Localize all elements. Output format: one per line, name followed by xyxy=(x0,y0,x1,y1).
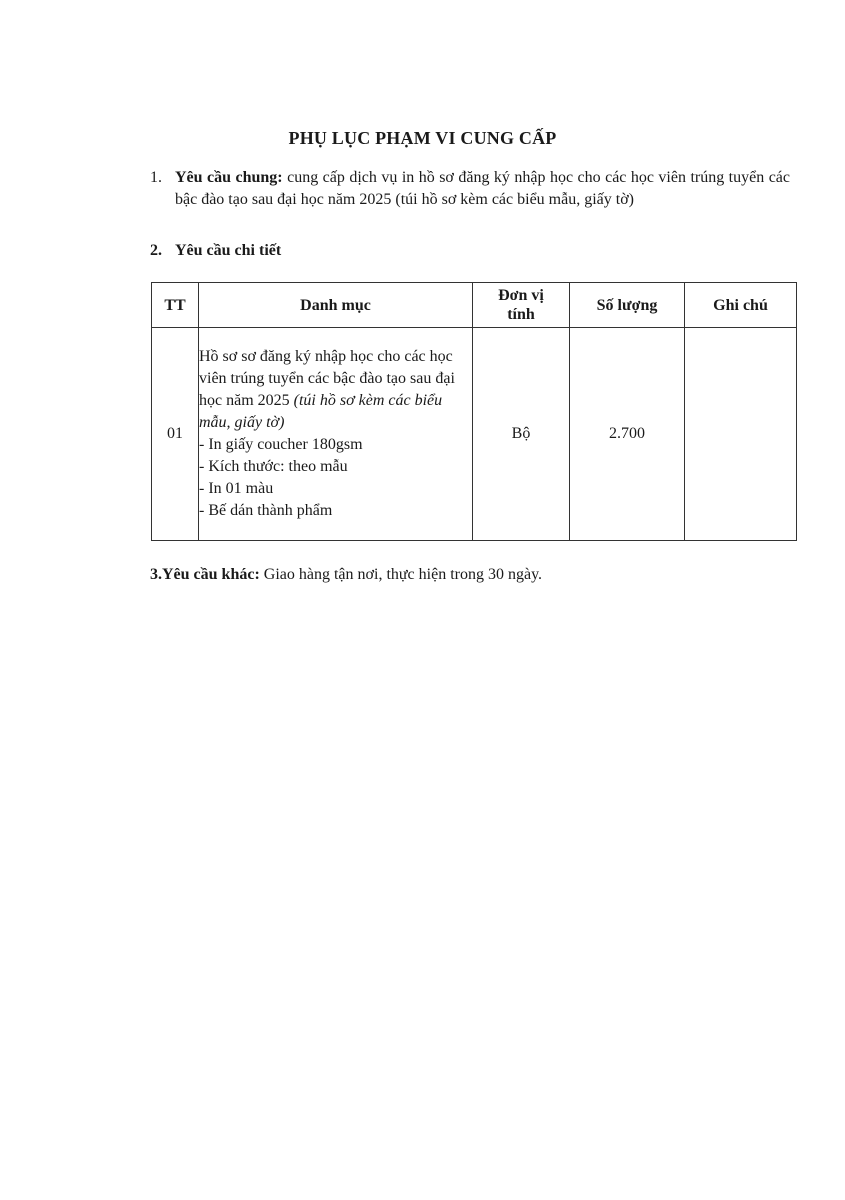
section-number: 1. xyxy=(150,169,162,186)
header-ghi-chu: Ghi chú xyxy=(685,283,797,328)
section-text: Giao hàng tận nơi, thực hiện trong 30 ngày. xyxy=(263,566,543,583)
header-don-vi xyxy=(473,283,570,328)
cell-don-vi: Bộ xyxy=(473,328,570,541)
section-detailed-requirements xyxy=(150,242,281,260)
desc-italic: (túi hồ sơ kèm các biểu mẫu, giấy tờ) xyxy=(199,392,443,431)
desc-bullet: - In giấy coucher 180gsm xyxy=(199,436,363,453)
desc-bullet: - In 01 màu xyxy=(199,480,274,497)
section-label: Yêu cầu chi tiết xyxy=(175,242,282,259)
cell-danh-muc xyxy=(199,328,473,541)
desc-bullet: - Kích thước: theo mẫu xyxy=(199,458,348,475)
page-title: PHỤ LỤC PHẠM VI CUNG CẤP xyxy=(288,128,557,148)
requirements-table xyxy=(151,282,797,541)
section-label: 3.Yêu cầu khác: xyxy=(150,566,260,583)
header-don-vi-line2: tính xyxy=(507,306,535,323)
desc-bullet: - Bế dán thành phẩm xyxy=(199,502,333,519)
header-don-vi-line1: Đơn vị xyxy=(498,287,544,304)
section-body xyxy=(175,167,790,211)
table-header-row xyxy=(152,283,797,328)
section-other-requirements xyxy=(150,566,542,584)
cell-ghi-chu xyxy=(685,328,797,541)
section-number: 2. xyxy=(150,242,162,259)
header-tt: TT xyxy=(152,283,199,328)
header-so-luong: Số lượng xyxy=(570,283,685,328)
section-text: cung cấp dịch vụ in hồ sơ đăng ký nhập học cho các học viên trúng tuyển các bậc đào tạo sau đại học năm 2025 (túi hồ sơ kèm các biểu mẫu, giấy tờ) xyxy=(175,169,791,208)
table-row xyxy=(152,328,797,541)
cell-tt: 01 xyxy=(152,328,199,541)
section-general-requirements xyxy=(150,167,790,211)
cell-so-luong: 2.700 xyxy=(570,328,685,541)
section-label: Yêu cầu chung: xyxy=(175,169,283,186)
desc-main: Hồ sơ sơ đăng ký nhập học cho các học viên trúng tuyển các bậc đào tạo sau đại học năm 2025 xyxy=(199,348,455,409)
header-danh-muc: Danh mục xyxy=(199,283,473,328)
